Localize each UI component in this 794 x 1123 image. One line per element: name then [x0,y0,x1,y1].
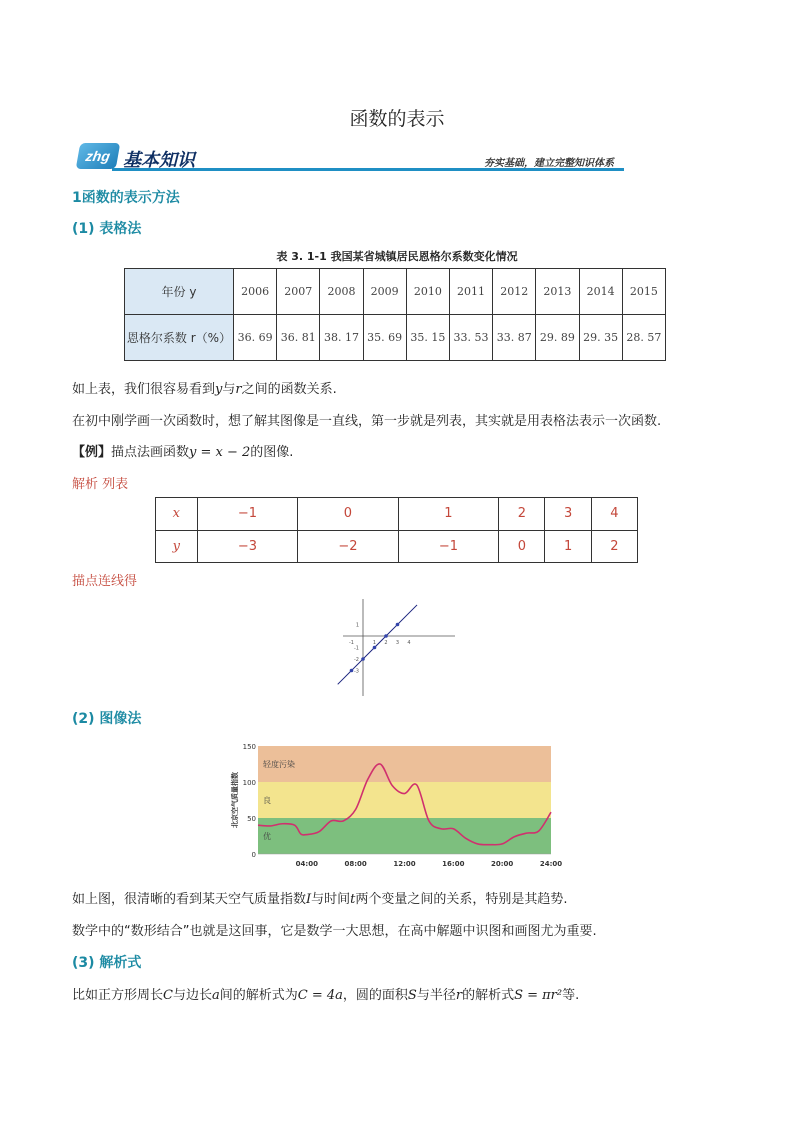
engel-value-cell: 36. 69 [234,315,277,361]
paragraph-4: 数学中的“数形结合”也就是这回事，它是数学一大思想，在高中解题中识图和画图尤为重要. [72,924,597,939]
analysis-label: 解析 列表 [72,477,129,492]
y-tick-label: -2 [354,657,359,663]
paragraph-5 [72,984,579,1003]
engel-header-cell: 恩格尔系数 r（%） [125,315,234,361]
x-cell: 2 [499,498,545,531]
zhg-logo: zhg [76,143,121,169]
y-tick-label: 1 [355,622,359,629]
text: 的解析式 [462,988,515,1003]
engel-value-cell: 36. 81 [277,315,320,361]
data-point [373,646,377,650]
aqi-chart [226,740,566,875]
var: y [215,382,223,397]
paragraph-3 [72,888,568,907]
table-caption: 表 3. 1-1 我国某省城镇居民恩格尔系数变化情况 [276,250,518,263]
x-tick-label: 12:00 [393,860,416,868]
paragraph-2: 在初中刚学画一次函数时，想了解其图像是一直线，第一步就是列表，其实就是用表格法表示一次函数. [72,414,662,429]
x-row [156,498,638,531]
band-50 [258,782,551,818]
data-point [350,669,354,673]
text: ，圆的面积 [342,988,408,1003]
text: 两个变量之间的关系，特别是其趋势. [355,892,568,907]
y-cell: 2 [591,530,637,563]
x-cell: −1 [197,498,298,531]
text: 与 [222,382,236,397]
text: 与边长 [172,988,212,1003]
y-tick-label: 150 [242,743,256,751]
text: 的图像. [250,445,294,460]
engel-value-cell: 35. 15 [406,315,449,361]
x-cell: 1 [398,498,499,531]
engel-year-cell: 2008 [320,269,363,315]
data-point [384,634,388,638]
engel-value-cell: 35. 69 [363,315,406,361]
y-cell: 0 [499,530,545,563]
example-line [72,441,293,460]
x-tick-label: 2 [384,640,388,646]
y-cell: −1 [398,530,499,563]
formula: S = πr² [514,988,563,1003]
small-linear-plot [335,596,460,702]
band-label: 轻度污染 [263,760,295,769]
y-row [156,530,638,563]
y-header: y [156,530,198,563]
formula: C = 4a [297,988,343,1003]
engel-year-cell: 2014 [579,269,622,315]
x-tick-label: 3 [395,640,400,646]
engel-year-cell: 2007 [277,269,320,315]
y-cell: 1 [545,530,591,563]
x-tick-label: 20:00 [491,860,514,868]
y-tick-label: 0 [251,851,256,859]
engel-year-row [125,269,666,315]
x-cell: 3 [545,498,591,531]
subsection-table-method: (1) 表格法 [72,221,142,237]
x-cell: 0 [298,498,399,531]
engel-header-cell: 年份 y [125,269,234,315]
x-tick-label: 04:00 [295,860,318,868]
formula: y = x − 2 [189,445,251,460]
y-axis-label: 北京空气质量指数 [231,772,239,828]
var: t [350,892,356,907]
subsection-formula-method: (3) 解析式 [72,955,142,971]
text: 比如正方形周长 [72,988,164,1003]
engel-year-cell: 2015 [622,269,665,315]
text: 等. [562,988,580,1003]
y-tick-label: 50 [247,815,256,823]
page-title: 函数的表示 [349,108,445,130]
engel-value-cell: 38. 17 [320,315,363,361]
text: 如上图，很清晰的看到某天空气质量指数 [72,892,307,907]
x-tick-label: 16:00 [442,860,465,868]
engel-value-cell: 28. 57 [622,315,665,361]
paragraph-1 [72,378,337,397]
var: S [407,988,417,1003]
engel-value-row [125,315,666,361]
section-heading: 1函数的表示方法 [72,190,180,206]
text: 如上表，我们很容易看到 [72,382,216,397]
text: 与时间 [311,892,351,907]
var: a [211,988,220,1003]
band-label: 良 [263,796,271,805]
data-point [396,623,400,627]
band-100 [258,746,551,782]
x-tick-label: -1 [349,640,354,646]
x-tick-label: 4 [407,640,411,646]
band-0 [258,818,551,854]
x-header: x [156,498,198,531]
y-cell: −3 [197,530,298,563]
engel-value-cell: 29. 35 [579,315,622,361]
xy-table [155,497,638,563]
x-tick-label: 08:00 [344,860,367,868]
engel-value-cell: 33. 87 [493,315,536,361]
banner-slogan: 夯实基础，建立完整知识体系 [484,158,614,169]
text: 间的解析式为 [219,988,298,1003]
engel-year-cell: 2006 [234,269,277,315]
y-cell: −2 [298,530,399,563]
y-tick-label: 100 [242,779,256,787]
engel-year-cell: 2011 [449,269,492,315]
y-tick-label: -3 [354,668,359,675]
x-tick-label: 1 [372,640,377,646]
engel-year-cell: 2010 [406,269,449,315]
engel-value-cell: 33. 53 [449,315,492,361]
y-tick-label: -1 [354,645,359,652]
plot-label: 描点连线得 [72,574,138,589]
data-point [361,657,365,661]
banner-title: 基本知识 [123,150,195,171]
x-cell: 4 [591,498,637,531]
var: r [235,382,242,397]
subsection-graph-method: (2) 图像法 [72,711,142,727]
x-tick-label: 24:00 [539,860,563,868]
band-label: 优 [263,832,271,841]
text: 描点法画函数 [111,445,190,460]
text: 之间的函数关系. [241,382,337,397]
var: r [455,988,463,1003]
text: 与半径 [416,988,456,1003]
engel-year-cell: 2013 [536,269,579,315]
engel-table [124,268,666,361]
engel-year-cell: 2012 [493,269,536,315]
engel-value-cell: 29. 89 [536,315,579,361]
example-tag: 【例】 [72,445,112,460]
var: I [306,892,312,907]
var: C [163,988,173,1003]
engel-year-cell: 2009 [363,269,406,315]
